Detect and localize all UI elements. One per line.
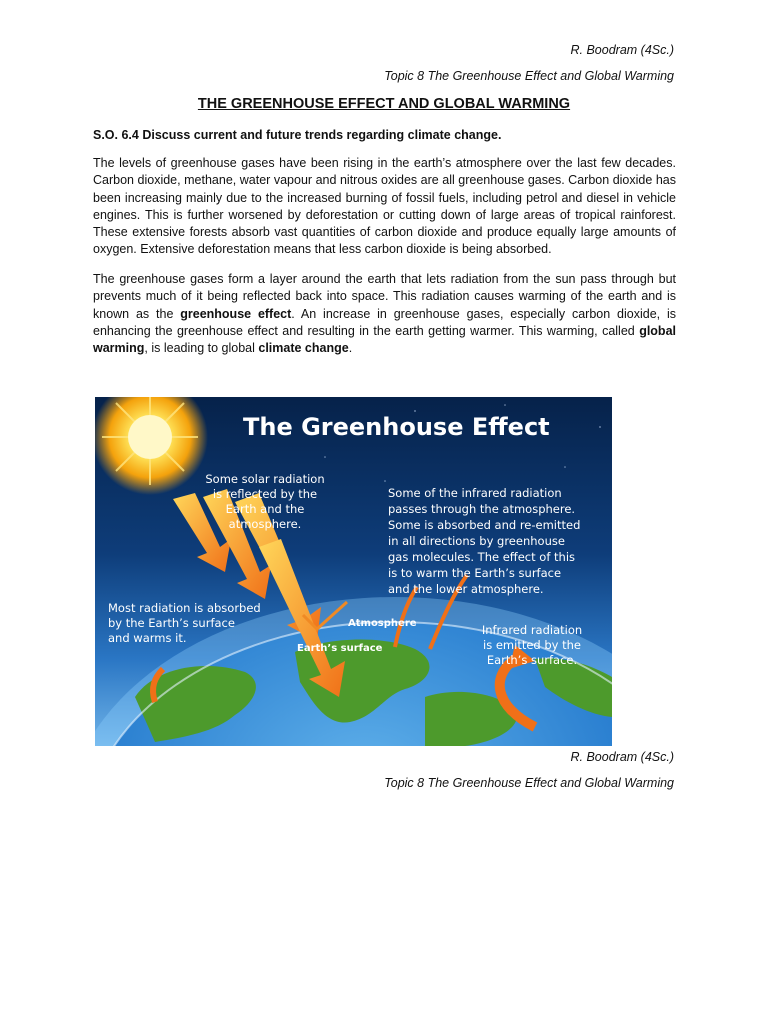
reflected-line: is reflected by the (212, 487, 318, 501)
reflected-line: Some solar radiation (205, 472, 325, 486)
infrared-line: and the lower atmosphere. (388, 582, 544, 596)
paragraph-1: The levels of greenhouse gases have been rising in the earth’s atmosphere over the last few decades. Carbon dioxide, methane, water vapour and nitrous oxides are all greenhouse gases. Carbon dioxide has been increasing mainly due to the increased burning of fossil fuels, including petrol and diesel in vehicle engines. This is further worsened by deforestation or cutting down of large areas of tropical rainforest. These extensive forests absorb vast quantities of carbon dioxide and produce equally large amounts of oxygen. Extensive deforestation means that less carbon dioxide is being absorbed. (93, 156, 676, 257)
infrared-line: gas molecules. The effect of this (388, 550, 576, 564)
emitted-line: Infrared radiation (481, 623, 583, 637)
paragraph-2-text-3: , is leading to global (144, 341, 259, 356)
infrared-line: in all directions by greenhouse (388, 534, 565, 548)
infrared-line: is to warm the Earth’s surface (388, 566, 562, 580)
paragraph-2 (93, 271, 676, 357)
paragraph-2-text-1: The greenhouse gases form a layer around the earth that lets radiation from the sun pass through but prevents much of it being reflected back into space. This radiation causes warming of the earth and is known as the (93, 272, 676, 321)
greenhouse-effect-figure (95, 397, 612, 746)
page-title: THE GREENHOUSE EFFECT AND GLOBAL WARMING (197, 96, 571, 112)
paragraph-2-text-4: . (348, 341, 353, 356)
specific-objective: S.O. 6.4 Discuss current and future trends regarding climate change. (93, 128, 502, 142)
absorbed-line: and warms it. (108, 631, 187, 645)
absorbed-line: Most radiation is absorbed (108, 601, 261, 615)
emitted-line: Earth’s surface. (486, 653, 578, 667)
emitted-line: is emitted by the (483, 638, 581, 652)
infrared-label (388, 486, 580, 596)
term-global-warming: global warming (93, 323, 676, 356)
earth-surface-label: Earth’s surface (297, 643, 383, 654)
header-author: R. Boodram (4Sc.) (570, 43, 674, 57)
footer-author: R. Boodram (4Sc.) (570, 750, 674, 764)
infrared-line: Some of the infrared radiation (388, 486, 562, 500)
greenhouse-diagram (95, 397, 612, 746)
footer-topic: Topic 8 The Greenhouse Effect and Global Warming (384, 776, 674, 790)
atmosphere-label: Atmosphere (348, 618, 417, 629)
header-topic: Topic 8 The Greenhouse Effect and Global Warming (384, 69, 674, 83)
emitted-label (482, 623, 582, 667)
figure-title: The Greenhouse Effect (243, 413, 550, 441)
paragraph-2-text-2: . An increase in greenhouse gases, especially carbon dioxide, is enhancing the greenhouse effect and resulting in the earth getting warmer. This warming, called (93, 306, 677, 338)
infrared-line: passes through the atmosphere. (388, 502, 576, 516)
absorbed-line: by the Earth’s surface (108, 616, 235, 630)
infrared-line: Some is absorbed and re-emitted (388, 518, 581, 532)
reflected-line: Earth and the (225, 502, 305, 516)
term-greenhouse-effect: greenhouse effect (180, 306, 292, 321)
term-climate-change: climate change (258, 341, 349, 356)
reflected-line: atmosphere. (228, 517, 302, 531)
